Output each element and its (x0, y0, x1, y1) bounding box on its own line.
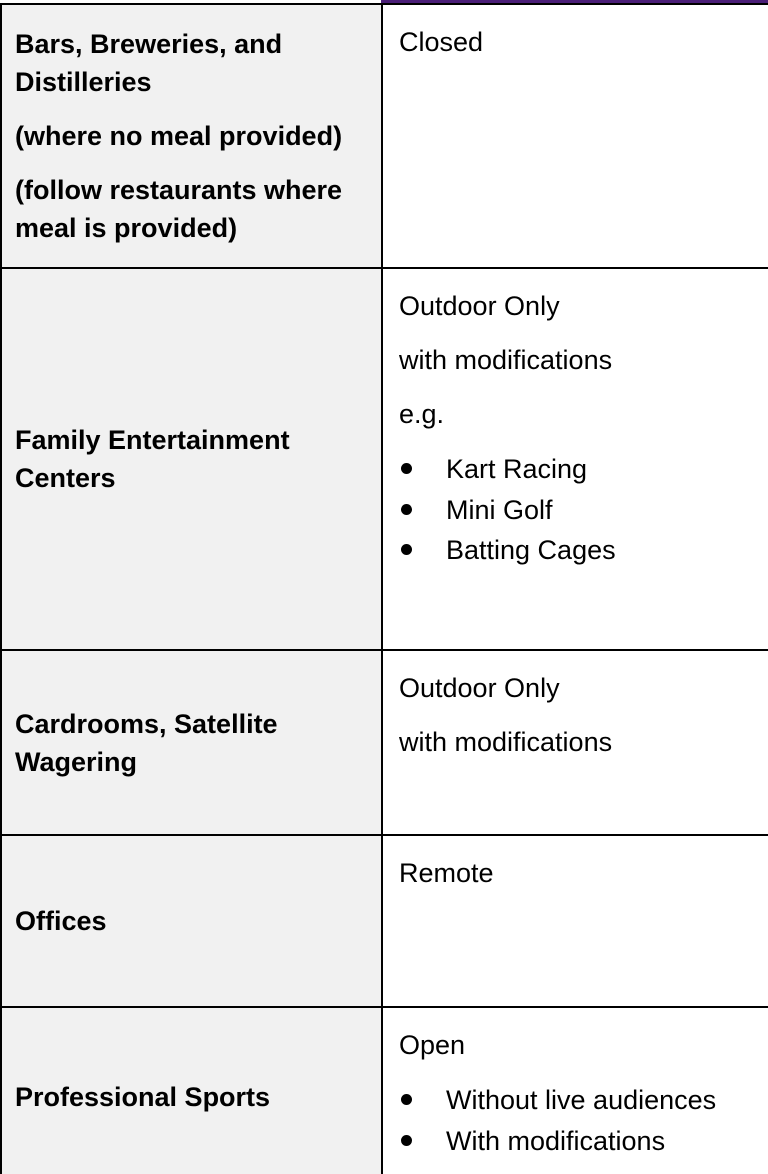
condition-list (399, 1080, 758, 1161)
status-cell (382, 1007, 768, 1174)
status-cell (382, 268, 768, 650)
sector-note: (follow restaurants where meal is provided) (15, 175, 343, 243)
bullet-icon (401, 1135, 412, 1146)
sector-name: Family Entertainment Centers (15, 425, 290, 493)
list-item (399, 1080, 758, 1121)
bullet-icon (401, 463, 412, 474)
list-item (399, 449, 758, 490)
sector-name: Professional Sports (15, 1082, 271, 1112)
status-text: Remote (399, 858, 494, 888)
status-text: Outdoor Only (399, 673, 560, 703)
list-item (399, 530, 758, 571)
table-row-professional-sports (1, 1007, 768, 1174)
sector-note: (where no meal provided) (15, 121, 343, 151)
sector-cell (1, 268, 382, 650)
sector-cell (1, 650, 382, 835)
list-item-text: Without live audiences (446, 1085, 717, 1115)
list-item-text: With modifications (446, 1125, 666, 1156)
table-row-family-entertainment (1, 268, 768, 650)
sector-name: Cardrooms, Satellite Wagering (15, 708, 278, 777)
list-item-text: Kart Racing (446, 454, 588, 484)
sector-name: Offices (15, 906, 107, 936)
bullet-icon (401, 504, 412, 515)
list-item (399, 490, 758, 531)
sector-status-table (0, 3, 768, 1174)
status-text: Open (399, 1030, 466, 1060)
bullet-icon (401, 544, 412, 555)
list-item-text: Mini Golf (446, 494, 553, 525)
list-item (399, 1121, 758, 1162)
status-cell (382, 835, 768, 1007)
status-cell (382, 650, 768, 835)
status-text: Closed (399, 27, 484, 57)
table-row-bars (1, 4, 768, 268)
table-row-offices (1, 835, 768, 1007)
status-text: with modifications (399, 345, 613, 375)
list-item-text: Batting Cages (446, 535, 616, 565)
status-cell (382, 4, 768, 268)
bullet-icon (401, 1094, 412, 1105)
status-text: e.g. (399, 399, 445, 429)
example-list (399, 449, 758, 571)
status-text: Outdoor Only (399, 291, 560, 321)
sector-name: Bars, Breweries, and Distilleries (15, 29, 283, 97)
status-text: with modifications (399, 727, 613, 757)
sector-cell (1, 835, 382, 1007)
sector-cell (1, 1007, 382, 1174)
sector-cell (1, 4, 382, 268)
table-row-cardrooms (1, 650, 768, 835)
